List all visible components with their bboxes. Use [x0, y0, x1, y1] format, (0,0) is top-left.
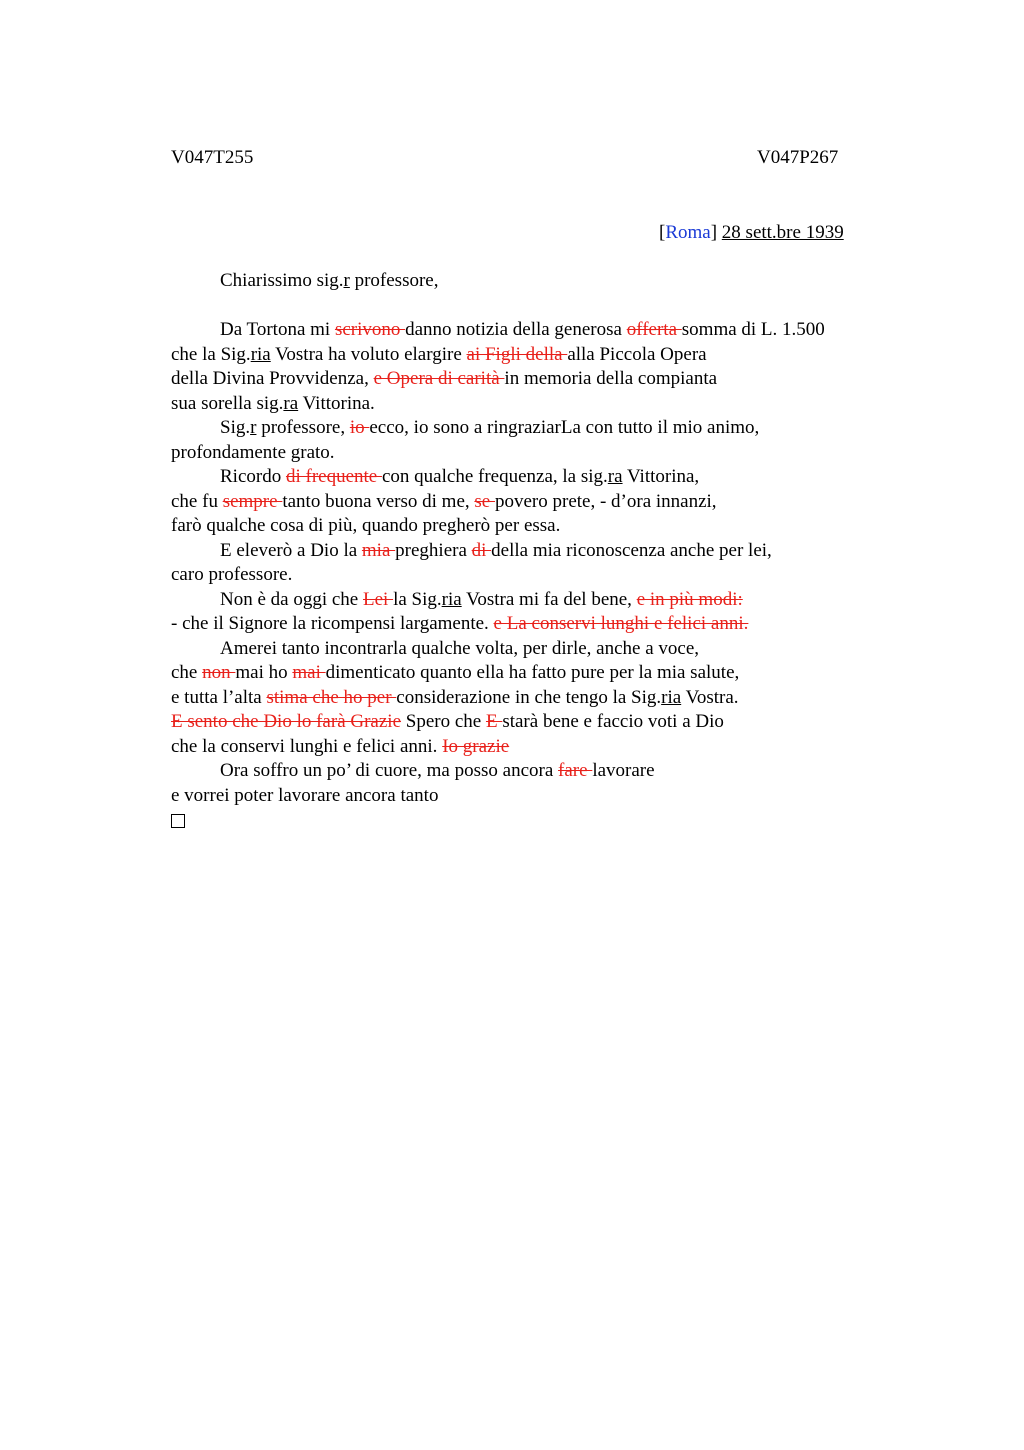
letter-line-1 — [171, 318, 891, 343]
letter-line-17 — [171, 710, 891, 735]
abbreviation: ria — [250, 343, 271, 365]
text: che la Sig. — [171, 343, 251, 365]
dateline-open-bracket: [ — [659, 222, 666, 243]
deleted-text: e in più modi: — [636, 588, 743, 610]
letter-line-19 — [171, 759, 891, 784]
dateline — [659, 221, 844, 245]
paragraph-gap — [171, 294, 891, 319]
text: alla Piccola Opera — [567, 343, 707, 365]
text: starà bene e faccio voti a Dio — [502, 711, 724, 732]
text: Da Tortona mi — [220, 319, 335, 340]
text: E eleverò a Dio la — [220, 539, 362, 561]
text: che fu — [171, 490, 223, 512]
deleted-text: se — [474, 490, 495, 512]
text: che — [171, 662, 203, 683]
text: professore, — [256, 417, 350, 438]
letter-line-2 — [171, 343, 891, 368]
abbreviation: ria — [441, 588, 462, 610]
text: della mia riconoscenza anche per lei, — [491, 539, 772, 561]
deleted-text: mia — [361, 539, 396, 561]
text: Vostra ha voluto elargire — [270, 343, 467, 365]
text: e tutta l’alta — [171, 686, 267, 708]
text: Ora soffro un po’ di cuore, ma posso ancora — [220, 760, 559, 781]
letter-line-20 — [171, 784, 891, 809]
deleted-text: e La conservi lunghi e felici anni. — [493, 613, 749, 634]
deleted-text: e Opera di carità — [373, 368, 505, 389]
text: dimenticato quanto ella ha fatto pure per la mia salute, — [325, 662, 740, 683]
document-code-left: V047T255 — [171, 147, 254, 168]
text: con qualche frequenza, la sig. — [381, 466, 608, 487]
text: Ricordo — [220, 466, 286, 487]
text: professore, — [349, 270, 439, 291]
end-marker-line — [171, 808, 891, 833]
deleted-text: E sento che Dio lo farà Grazie — [171, 711, 402, 732]
abbreviation: ra — [283, 392, 299, 414]
text: della Divina Provvidenza, — [171, 368, 374, 389]
deleted-text: ai Figli della — [466, 343, 568, 365]
abbreviation: ra — [607, 466, 623, 487]
text: preghiera — [395, 539, 472, 561]
text: somma di L. 1.500 — [681, 319, 825, 340]
deleted-text: scrivono — [334, 319, 406, 340]
deleted-text: io — [349, 417, 370, 438]
letter-line-6 — [171, 441, 891, 466]
deleted-text: mai — [292, 662, 326, 683]
abbreviation: r — [250, 417, 257, 438]
text: Vostra. — [681, 686, 739, 708]
text: sua sorella sig. — [171, 392, 284, 414]
text: e vorrei poter lavorare ancora tanto — [171, 784, 439, 806]
letter-line-18 — [171, 735, 891, 760]
text: lavorare — [592, 760, 655, 781]
letter-line-7 — [171, 465, 891, 490]
text: danno notizia della generosa — [405, 319, 627, 340]
text: profondamente grato. — [171, 441, 335, 463]
deleted-text: fare — [558, 760, 593, 781]
deleted-text: Lei — [362, 588, 394, 610]
abbreviation: r — [343, 270, 350, 291]
deleted-text: di — [471, 539, 492, 561]
letter-line-8 — [171, 490, 891, 515]
text: Chiarissimo sig. — [220, 270, 344, 291]
text: considerazione in che tengo la Sig. — [396, 686, 662, 708]
letter-line-11 — [171, 563, 891, 588]
letter-line-15 — [171, 661, 891, 686]
square-box-icon — [171, 814, 185, 828]
deleted-text: stima che ho per — [266, 686, 397, 708]
text: ecco, io sono a ringraziarLa con tutto il mio animo, — [369, 417, 760, 438]
letter-line-9 — [171, 514, 891, 539]
deleted-text: Io grazie — [442, 735, 510, 757]
letter-body — [171, 269, 891, 833]
letter-line-14 — [171, 637, 891, 662]
deleted-text: offerta — [626, 319, 682, 340]
deleted-text: non — [202, 662, 236, 683]
document-code-right: V047P267 — [757, 147, 839, 168]
text: Vittorina. — [298, 392, 375, 414]
text: Vostra mi fa del bene, — [461, 588, 637, 610]
letter-line-4 — [171, 392, 891, 417]
abbreviation: ria — [661, 686, 682, 708]
letter-line-16 — [171, 686, 891, 711]
letter-line-10 — [171, 539, 891, 564]
text: Non è da oggi che — [220, 588, 363, 610]
text: mai ho — [235, 662, 293, 683]
letter-line-5 — [171, 416, 891, 441]
dateline-date: 28 sett.bre 1939 — [721, 222, 844, 243]
salutation — [171, 269, 891, 294]
deleted-text: sempre — [222, 490, 283, 512]
text: caro professore. — [171, 564, 293, 585]
text: Amerei tanto incontrarla qualche volta, per dirle, anche a voce, — [220, 637, 699, 659]
text: Sig. — [220, 417, 251, 438]
text: in memoria della compianta — [504, 368, 718, 389]
letter-line-12 — [171, 588, 891, 613]
deleted-text: di frequente — [285, 466, 382, 487]
text: tanto buona verso di me, — [282, 490, 475, 512]
text: la Sig. — [393, 588, 442, 610]
letter-line-13 — [171, 612, 891, 637]
text: Spero che — [401, 711, 486, 732]
letter-line-3 — [171, 367, 891, 392]
dateline-place: Roma — [665, 222, 711, 243]
text: - che il Signore la ricompensi largamente. — [171, 613, 494, 634]
dateline-close-bracket: ] — [710, 222, 718, 243]
text: che la conservi lunghi e felici anni. — [171, 735, 443, 757]
text: farò qualche cosa di più, quando pregherò per essa. — [171, 515, 561, 536]
text: povero prete, - d’ora innanzi, — [494, 490, 717, 512]
deleted-text: E — [485, 711, 503, 732]
text: Vittorina, — [622, 466, 700, 487]
